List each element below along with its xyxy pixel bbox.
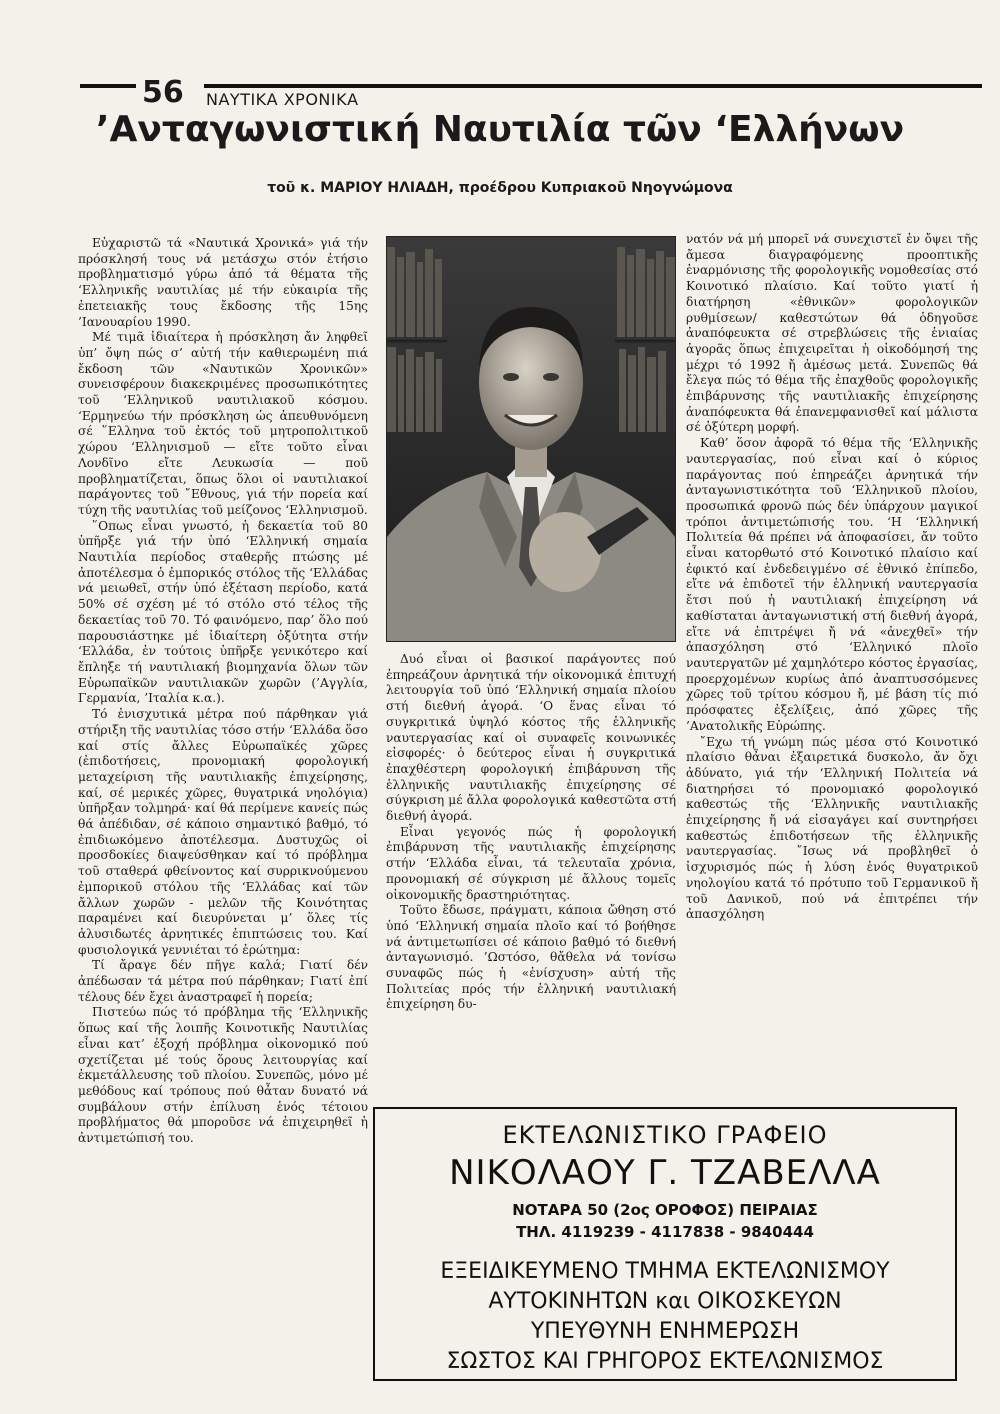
paragraph: Τοῦτο ἔδωσε, πράγματι, κάποια ὤθηση στό ὑπό ‘Ελληνική σημαία πλοῖο καί τό βοήθησε νά ἀντιμετωπίσει σέ κάποιο βαθμό τό διεθνή ἀνταγωνισμό. ’Ωστόσο, θἄθελα νά τονίσω συναφῶς πώς ἡ «ἐνίσχυση» αὐτή τῆς Πολιτείας πρός τήν ἑλληνική ναυτιλιακή ἐπιχείρηση δυ- [386,903,676,1012]
paragraph: Δυό εἶναι οἱ βασικοί παράγοντες πού ἐπηρεάζουν ἀρνητικά τήν οἰκονομικά ἐπιτυχή λειτουργία τοῦ ὑπό ‘Ελληνική σημαία πλοίου στή διεθνή ἀγορά. ‘Ο ἕνας εἶναι τό συγκριτικά ὑψηλό κόστος τῆς ἑλληνικῆς ναυτεργασίας καί οἱ συναφεῖς κοινωνικές εἰσφορές· ὁ δεύτερος εἶναι ἡ συγκριτικά ἐπαχθέστερη φορολογική ἐπιβάρυνση τῆς ἑλληνικῆς ναυτιλιακῆς ἐπιχείρησης σέ σύγκριση μέ ἄλλα φορολογικά καθεστῶτα στή διεθνή ἀγορά. [386,652,676,824]
paragraph: ῞Οπως εἶναι γνωστό, ἡ δεκαετία τοῦ 80 ὑπῆρξε γιά τήν ὑπό ‘Ελληνική σημαία Ναυτιλία περίοδος σταθερῆς πτώσης μέ ἀποτέλεσμα ὁ ἐμπορικός στόλος τῆς ‘Ελλάδας νά μειωθεῖ, στήν ὑπό ἐξέταση περίοδο, κατά 50% σέ σχέση μέ τό στόλο στό τέλος τῆς δεκαετίας τοῦ 70. Τό φαινόμενο, παρ’ ὅλο πού παρουσιάστηκε μέ ἰδιαίτερη ὀξύτητα στήν ‘Ελλάδα, ἐν τούτοις ὑπῆρξε γενικότερο καί ἔπληξε τή ναυτιλιακή βιομηχανία ὅλων τῶν Εὐρωπαϊκῶν ναυτιλιακῶν χωρῶν (’Αγγλία, Γερμανία, ’Ιταλία κ.α.). [78,518,368,706]
ad-service-line: ΕΞΕΙΔΙΚΕΥΜΕΝΟ ΤΜΗΜΑ ΕΚΤΕΛΩΝΙΣΜΟΥ [440,1259,890,1284]
article-column-2 [386,652,676,1013]
article-title: ’Ανταγωνιστική Ναυτιλία τῶν ‘Ελλήνων [95,109,905,150]
ad-phone: ΤΗΛ. 4119239 - 4117838 - 9840444 [516,1223,814,1241]
author-portrait-photo [386,236,676,642]
paragraph: Καθ’ ὅσον ἀφορᾶ τό θέμα τῆς ‘Ελληνικῆς ναυτεργασίας, πού εἶναι καί ὁ κύριος παράγοντας πού ἐπηρεάζει ἀρνητικά τήν ἀνταγωνιστικότητα τοῦ ‘Ελληνικοῦ πλοίου, προσωπικά φρονῶ πώς δέν ὑπάρχουν μαγικοί τρόποι ἀντιμετώπισής του. ‘Η ‘Ελληνική Πολιτεία θά πρέπει νά ἀποφασίσει, ἄν τοῦτο εἶναι κατορθωτό στό Κοινοτικό πλαίσιο καί ἐφικτό καί ἐνδεδειγμένο σέ ἐθνικό ἐπίπεδο, εἴτε νά ἐπιδοτεῖ τήν ἑλληνική ναυτεργασία ἔτσι πού ἡ ναυτιλιακή ἐπιχείρηση νά καθίσταται ἀνταγωνιστική στή διεθνή ἀγορά, εἴτε νά ἐπιτρέψει ἤ νά «ἀνεχθεῖ» τήν ἀπασχόληση στό ‘Ελληνικό πλοῖο ναυτεργατῶν μέ χαμηλότερο κόστος ἐργασίας, προερχομένων κυρίως ἀπό ἀναπτυσσόμενες χῶρες τοῦ τρίτου κόσμου ἤ, μέ βάση τίς πιό πρόσφατες ἐξελίξεις, ἀπό χῶρες τῆς ’Ανατολικῆς Εὐρώπης. [686,436,978,733]
ad-service-line: ΥΠΕΥΘΥΝΗ ΕΝΗΜΕΡΩΣΗ [530,1319,800,1344]
paragraph: Τό ἐνισχυτικά μέτρα πού πάρθηκαν γιά στήριξη τῆς ναυτιλίας τόσο στήν ‘Ελλάδα ὅσο καί στίς ἄλλες Εὐρωπαϊκές χῶρες (ἐπιδοτήσεις, προνομιακή φορολογική μεταχείριση τῆς ναυτιλιακῆς ἐπιχείρησης, καί, σέ μερικές χῶρες, θυγατρικά νηολόγια) ὑπῆρξαν τολμηρά· καί θά περίμενε κανείς πώς θά ἀπέδιδαν, σέ κάποιο σημαντικό βαθμό, τό ἐπιδιωκόμενο ἀποτέλεσμα. Δυστυχῶς οἱ προσδοκίες διαψεύσθηκαν καί τό πρόβλημα τοῦ σταθερά φθείνοντος καί συρρικνούμενου ἐμπορικοῦ στόλου τῆς ‘Ελλάδας καί τῶν ἄλλων χωρῶν - μελῶν τῆς Κοινότητας παραμένει καί διευρύνεται μ’ ὅλες τίς ἀλυσιδωτές ἀρνητικές ἐπιπτώσεις του. Καί φυσιολογικά γεννιέται τό ἐρώτημα: [78,707,368,957]
header-rule-right [204,84,982,88]
advertisement-box [373,1107,957,1381]
page-number: 56 [142,75,184,110]
ad-service-line: ΣΩΣΤΟΣ ΚΑΙ ΓΡΗΓΟΡΟΣ ΕΚΤΕΛΩΝΙΣΜΟΣ [446,1349,884,1374]
ad-service-line: ΑΥΤΟΚΙΝΗΤΩΝ και ΟΙΚΟΣΚΕΥΩΝ [488,1289,842,1314]
paragraph: Πιστεύω πώς τό πρόβλημα τῆς ‘Ελληνικῆς ὅπως καί τῆς λοιπῆς Κοινοτικῆς Ναυτιλίας εἶναι κατ’ ἐξοχή πρόβλημα οἰκονομικό πού σχετίζεται μέ τούς ὅρους λειτουργίας καί ἐκμετάλλευσης τοῦ πλοίου. Συνεπῶς, μόνο μέ μεθόδους καί τρόπους πού θἆταν δυνατό νά συμβάλουν στήν ἐπίλυση ἑνός τέτοιου προβλήματος θά μποροῦσε νά ἐπιχειρηθεῖ ἡ ἀντιμετώπισή του. [78,1005,368,1146]
article-column-3 [686,232,978,923]
paragraph: Εἶναι γεγονός πώς ἡ φορολογική ἐπιβάρυνση τῆς ναυτιλιακῆς ἐπιχείρησης στήν ‘Ελλάδα εἶναι, τά τελευταῖα χρόνια, προνομιακή σέ σύγκριση μέ ἄλλους τομεῖς οἰκονομικῆς δραστηριότητας. [386,824,676,902]
paragraph: ῎Εχω τή γνώμη πώς μέσα στό Κοινοτικό πλαίσιο θἆναι ἐξαιρετικά δυσκολο, ἄν ὄχι ἀδύνατο, γιά τήν ‘Ελληνική Πολιτεία νά διατηρήσει τό προνομιακό φορολογικό καθεστώς τῆς ‘Ελληνικῆς ναυτιλιακῆς ἐπιχείρησης ἤ νά εἰσαγάγει καί συντηρήσει καθεστώς ἐπιδοτήσεων τῆς ἑλληνικῆς ναυτεργασίας. ῎Ισως νά προβληθεῖ ὁ ἰσχυρισμός πώς ἡ λύση ἑνός θυγατρικοῦ νηολογίου κατά τό πρότυπο τοῦ Γερμανικοῦ ἤ τοῦ Δανικοῦ, πού νά ἐπιτρέπει τήν ἀπασχόληση [686,734,978,922]
paragraph: νατόν νά μή μπορεῖ νά συνεχιστεῖ ἐν ὄψει τῆς ἄμεσα διαγραφόμενης προοπτικῆς ἐναρμόνισης τῆς φορολογικῆς νομοθεσίας στό Κοινοτικό πλαίσιο. Καί τοῦτο γιατί ἡ διατήρηση «ἐθνικῶν» φορολογικῶν ρυθμίσεων/ καθεστώτων θά ὁδηγοῦσε ἀναπόφευκτα σέ στρεβλώσεις τῆς ἑνιαίας ἀγορᾶς ὅπως ἐπιχειρεῖται ἡ οἰκοδόμησή της μέχρι τό 1992 ἤ ἀμέσως μετά. Συνεπῶς θά ἔλεγα πώς τό θέμα τῆς ἐπαχθοῦς φορολογικῆς ἐπιβάρυνσης τῆς ναυτιλιακῆς ἐπιχείρησης ἀναπόφευκτα θά ἐπανεμφανισθεῖ καί μάλιστα σέ ὀξύτερη μορφή. [686,232,978,435]
paragraph: Εὐχαριστῶ τά «Ναυτικά Χρονικά» γιά τήν πρόσκλησή τους νά μετάσχω στόν ἐτήσιο προβληματισμό γύρω ἀπό τά θέματα τῆς ‘Ελληνικῆς ναυτιλίας μέ τήν εὐκαιρία τῆς ἐπετειακῆς τους ἔκδοσης τῆς 15ης ’Ιανουαρίου 1990. [78,236,368,329]
magazine-name: ΝΑΥΤΙΚΑ ΧΡΟΝΙΚΑ [206,90,359,109]
article-byline: τοῦ κ. ΜΑΡΙΟΥ ΗΛΙΑΔΗ, προέδρου Κυπριακοῦ Νηογνώμονα [267,180,733,196]
ad-heading: ΕΚΤΕΛΩΝΙΣΤΙΚΟ ΓΡΑΦΕΙΟ [502,1121,828,1149]
paragraph: Μέ τιμᾶ ἰδιαίτερα ἡ πρόσκληση ἄν ληφθεῖ ὑπ’ ὄψη πώς σ’ αὐτή τήν καθιερωμένη πιά ἔκδοση τῶν «Ναυτικῶν Χρονικῶν» συνεισφέρουν διακεκριμένες προσωπικότητες τοῦ ‘Ελληνικοῦ ναυτιλιακοῦ κόσμου. ‘Ερμηνεύω τήν πρόσκληση ὡς ἀπευθυνόμενη σέ ῞Ελληνα τοῦ ἐκτός τοῦ μητροπολιτικοῦ χώρου ‘Ελληνισμοῦ — εἴτε τοῦτο εἶναι Λονδῖνο εἴτε Λευκωσία — ποῦ προβληματίζεται, ὅπως ὅλοι οἱ ναυτιλιακοί παράγοντες τοῦ ῎Εθνους, γιά τήν πορεία καί τύχη τῆς ναυτιλίας τοῦ μείζονος ‘Ελληνισμοῦ. [78,330,368,517]
ad-address: ΝΟΤΑΡΑ 50 (2ος ΟΡΟΦΟΣ) ΠΕΙΡΑΙΑΣ [512,1201,818,1219]
ad-company-name: ΝΙΚΟΛΑΟΥ Γ. ΤΖΑΒΕΛΛΑ [449,1153,881,1193]
paragraph: Τί ἄραγε δέν πῆγε καλά; Γιατί δέν ἀπέδωσαν τά μέτρα πού πάρθηκαν; Γιατί ἐπί τέλους δέν ἔχει ἀναστραφεῖ ἡ πορεία; [78,958,368,1004]
header-rule-left [80,84,136,88]
article-column-1 [78,236,368,1147]
